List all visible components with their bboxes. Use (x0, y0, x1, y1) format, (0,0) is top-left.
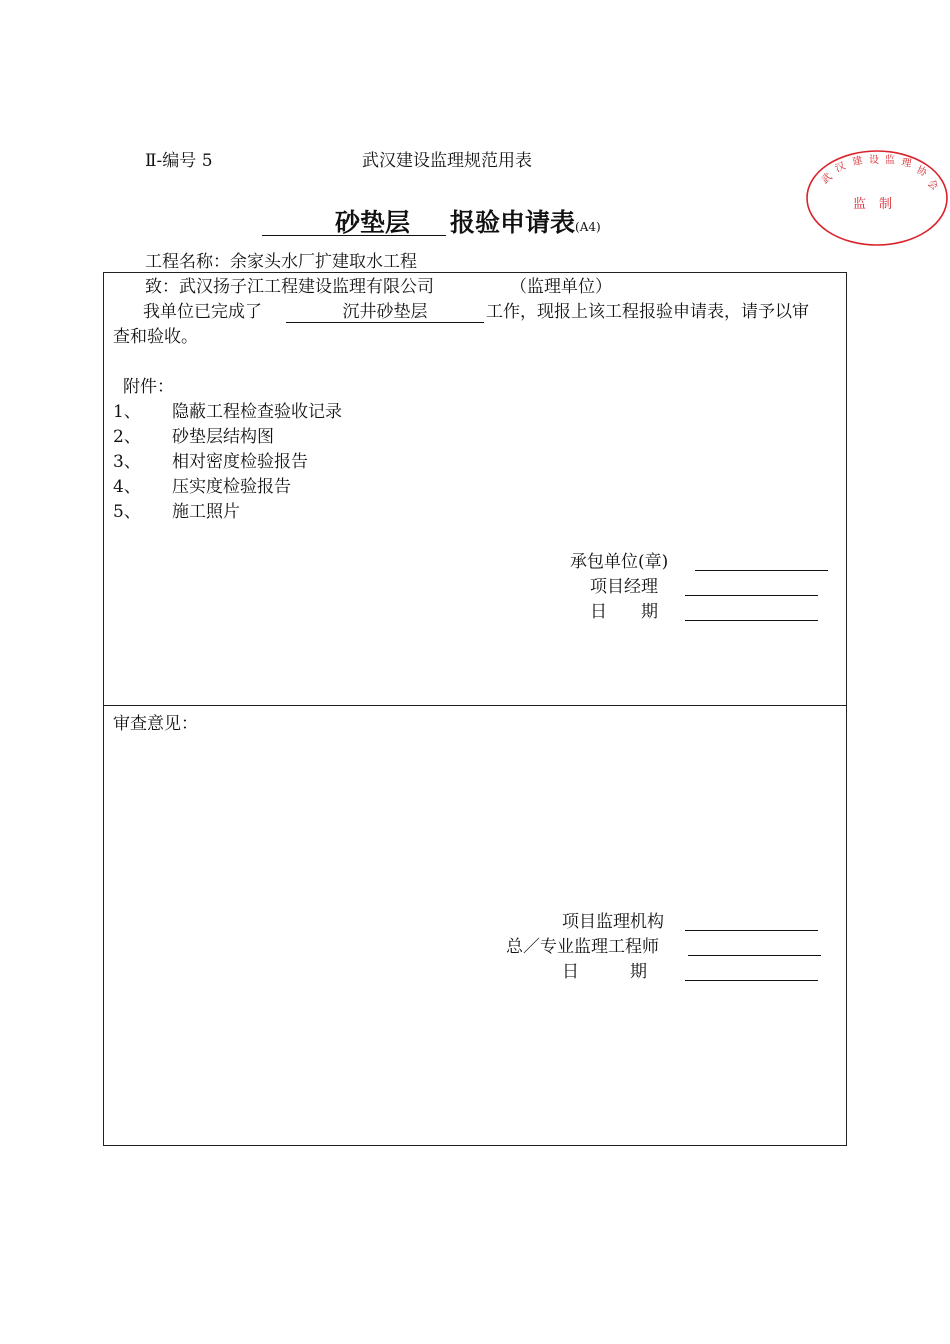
contractor-signature-line (695, 570, 828, 571)
form-title-main: 报验申请表 (450, 208, 576, 237)
review-date-line (685, 980, 818, 981)
form-number: Ⅱ-编号 5 (145, 151, 213, 171)
manager-signature-line (685, 595, 818, 596)
addressee-label: 致： (145, 277, 179, 297)
attachment-text: 砂垫层结构图 (172, 427, 274, 447)
date-line (685, 620, 818, 621)
stamp-center-text: 监 制 (853, 197, 893, 212)
addressee-role: （监理单位） (510, 277, 612, 297)
attachment-no: 3、 (113, 452, 141, 472)
body-prefix: 我单位已完成了 (143, 302, 262, 322)
form-title (450, 208, 601, 242)
association-stamp (805, 148, 950, 248)
title-item: 砂垫层 (335, 208, 411, 237)
project-name-row (145, 252, 417, 272)
engineer-signature-line (688, 955, 821, 956)
work-item-value: 沉井砂垫层 (342, 302, 428, 322)
review-section (103, 705, 847, 1146)
attachment-no: 1、 (113, 402, 141, 422)
svg-text:武: 武 (819, 171, 835, 187)
engineer-label: 总／专业监理工程师 (506, 937, 659, 957)
manager-label: 项目经理 (590, 577, 658, 597)
attachment-text: 隐蔽工程检查验收记录 (172, 402, 342, 422)
svg-text:建: 建 (851, 155, 864, 168)
project-name-value: 余家头水厂扩建取水工程 (230, 252, 417, 272)
contractor-label: 承包单位(章) (570, 552, 669, 572)
body-line2: 查和验收。 (113, 327, 198, 347)
standard-form-label: 武汉建设监理规范用表 (362, 151, 532, 171)
addressee-row (145, 277, 434, 297)
review-date-label: 日 期 (562, 962, 647, 982)
work-item-field (286, 302, 484, 323)
date-label: 日 期 (590, 602, 658, 622)
svg-text:监: 监 (885, 155, 895, 166)
svg-text:协: 协 (914, 164, 929, 179)
attachment-text: 相对密度检验报告 (172, 452, 308, 472)
attachment-no: 4、 (113, 477, 141, 497)
body-suffix: 工作，现报上该工程报验申请表，请予以审 (486, 302, 809, 322)
project-name-label: 工程名称： (145, 252, 230, 272)
svg-text:汉: 汉 (833, 160, 848, 175)
supervision-org-line (685, 930, 818, 931)
form-code: (A4) (575, 220, 601, 234)
attachment-text: 施工照片 (172, 502, 240, 522)
svg-text:理: 理 (900, 157, 913, 170)
addressee-name: 武汉扬子江工程建设监理有限公司 (179, 277, 434, 297)
attachment-no: 2、 (113, 427, 141, 447)
attachment-no: 5、 (113, 502, 141, 522)
svg-text:会: 会 (925, 177, 940, 193)
attachments-label: 附件： (123, 377, 174, 397)
review-label: 审查意见： (113, 714, 198, 734)
supervision-org-label: 项目监理机构 (562, 912, 664, 932)
attachment-text: 压实度检验报告 (172, 477, 291, 497)
svg-text:设: 设 (869, 155, 879, 166)
